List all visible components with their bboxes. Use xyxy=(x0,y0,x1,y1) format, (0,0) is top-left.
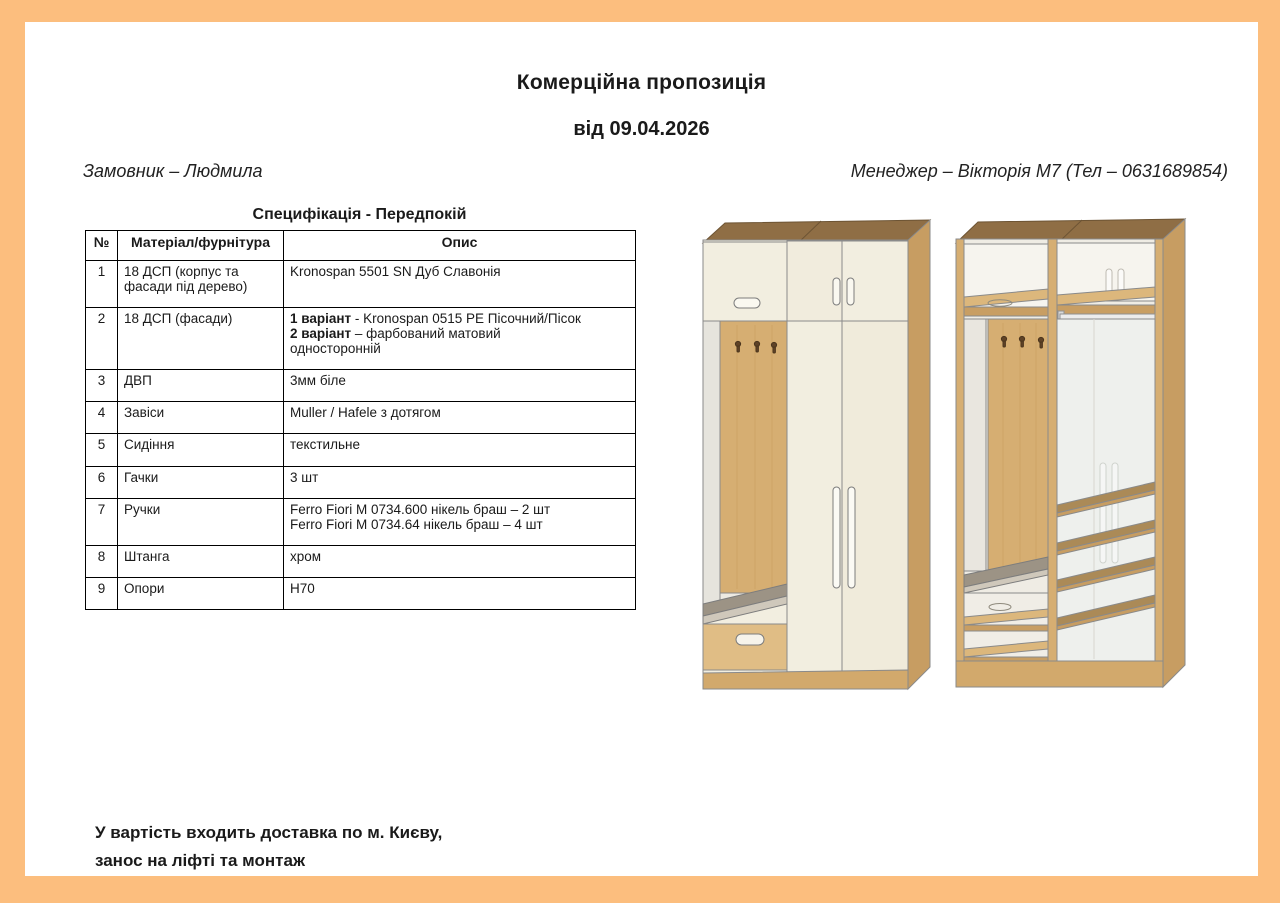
spec-table-row xyxy=(86,434,636,466)
proposal-date: від 09.04.2026 xyxy=(573,118,710,140)
row-number-cell: 3 xyxy=(86,370,118,402)
delivery-note-line2: занос на ліфті та монтаж xyxy=(95,850,306,870)
tall-door-handle xyxy=(833,487,840,588)
spec-header-row xyxy=(86,231,636,261)
top-door-handle xyxy=(847,278,854,305)
wardrobe-front-closed-view xyxy=(700,215,940,697)
material-cell: ДВП xyxy=(118,370,284,402)
row-number-cell: 7 xyxy=(86,498,118,545)
spec-table-body xyxy=(86,260,636,609)
drawer-handle xyxy=(736,634,764,645)
bench-drawer xyxy=(703,624,787,670)
document-sheet xyxy=(25,22,1258,876)
material-cell: 18 ДСП (корпус та фасади під дерево) xyxy=(118,260,284,307)
material-cell: Гачки xyxy=(118,466,284,498)
spec-table-row xyxy=(86,466,636,498)
delivery-note-line1: У вартість входить доставка по м. Києву, xyxy=(95,823,443,842)
description-cell: текстильне xyxy=(284,434,636,466)
bench-compartments xyxy=(964,593,1048,661)
carcass-left-edge xyxy=(956,239,964,687)
right-open-section xyxy=(1057,319,1155,661)
row-number-cell: 8 xyxy=(86,545,118,577)
page-title: Комерційна пропозиція xyxy=(516,71,767,94)
spec-table-row xyxy=(86,498,636,545)
row-number-cell: 4 xyxy=(86,402,118,434)
open-niche xyxy=(703,321,787,604)
spec-table-row xyxy=(86,260,636,307)
ghost-handle-outline xyxy=(1112,463,1118,563)
customer-line: Замовник – Людмила xyxy=(83,161,263,181)
ghost-handle-outline xyxy=(1100,463,1106,563)
wardrobe-side-panel xyxy=(908,220,930,689)
spec-table-row xyxy=(86,370,636,402)
wardrobe-side-panel xyxy=(1163,219,1185,687)
carcass-divider xyxy=(1048,239,1057,661)
material-cell: Опори xyxy=(118,577,284,609)
material-cell: 18 ДСП (фасади) xyxy=(118,307,284,369)
row-number-cell: 1 xyxy=(86,260,118,307)
top-left-open-shelf xyxy=(964,244,1048,316)
coat-back-panel xyxy=(988,319,1048,571)
row-number-cell: 9 xyxy=(86,577,118,609)
tall-doors xyxy=(787,321,908,673)
spec-table xyxy=(85,230,636,610)
material-cell: Завіси xyxy=(118,402,284,434)
spec-table-title: Специфікація - Передпокій xyxy=(252,206,467,223)
wardrobe-interior-open-view xyxy=(948,213,1198,695)
top-cabinet-doors xyxy=(703,241,908,321)
description-cell: Ferro Fiori M 0734.600 нікель браш – 2 шт Ferro Fiori M 0734.64 нікель браш – 4 шт xyxy=(284,498,636,545)
description-cell: 1 варіант - Kronospan 0515 PE Пісочний/Пісок 2 варіант – фарбований матовий односторонній xyxy=(284,307,636,369)
row-number-cell: 2 xyxy=(86,307,118,369)
description-cell: 3 шт xyxy=(284,466,636,498)
material-cell: Сидіння xyxy=(118,434,284,466)
material-cell: Ручки xyxy=(118,498,284,545)
description-cell: 3мм біле xyxy=(284,370,636,402)
spec-table-row xyxy=(86,402,636,434)
spec-table-row xyxy=(86,545,636,577)
open-niche xyxy=(964,319,1048,571)
coat-back-panel xyxy=(720,321,787,593)
spec-table-row xyxy=(86,577,636,609)
col-header-material: Матеріал/фурнітура xyxy=(118,231,284,261)
row-number-cell: 5 xyxy=(86,434,118,466)
material-cell: Штанга xyxy=(118,545,284,577)
manager-line: Менеджер – Вікторія М7 (Тел – 0631689854) xyxy=(850,161,1228,181)
description-cell: H70 xyxy=(284,577,636,609)
spec-table-row xyxy=(86,307,636,369)
top-door-handle xyxy=(833,278,840,305)
plinth xyxy=(956,661,1163,687)
description-cell: Kronospan 5501 SN Дуб Славонія xyxy=(284,260,636,307)
delivery-note xyxy=(95,819,442,874)
col-header-description: Опис xyxy=(284,231,636,261)
description-cell: Muller / Hafele з дотягом xyxy=(284,402,636,434)
description-cell: хром xyxy=(284,545,636,577)
row-number-cell: 6 xyxy=(86,466,118,498)
plinth xyxy=(703,670,908,689)
col-header-num: № xyxy=(86,231,118,261)
carcass-right-edge xyxy=(1155,239,1163,687)
tall-door-handle xyxy=(848,487,855,588)
top-door-handle xyxy=(734,298,760,308)
